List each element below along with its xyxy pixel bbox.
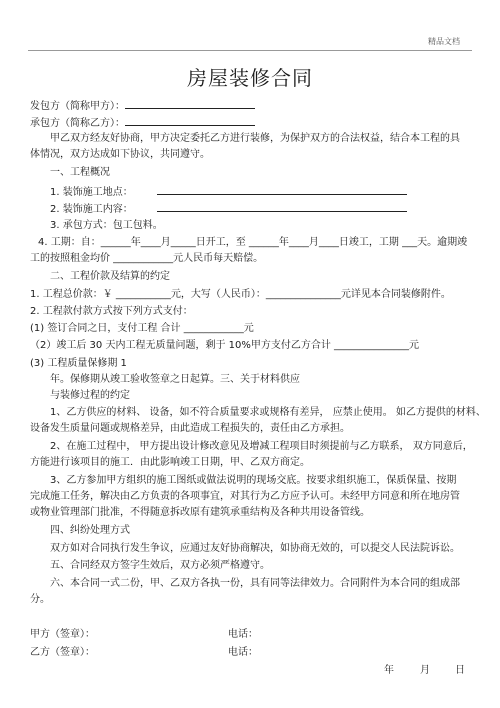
section-1-item-2: 2. 装饰施工内容： [50,201,407,216]
section-1-item-4-line-1: 4. 工期：自：______年____月_____日开工，至 ______年____月____日竣工，工期 ___天。逾期竣 [38,237,468,248]
section-2-item-1: 1. 工程总价款：￥ ___________元，大写（人民币）：_______________元详见本合同装修附件。 [30,289,451,300]
date-year: 年 [384,665,394,676]
intro-line-1: 甲乙双方经友好协商，甲方决定委托乙方进行装修，为保护双方的合法权益，结合本工程的具 [50,133,460,144]
material-clause-1-line-2: 设备发生质量问题或规格差异，由此造成工程损失的，责任由乙方承担。 [30,423,350,434]
document-title: 房屋装修合同 [187,66,313,90]
date-day: 日 [455,665,465,676]
section-5-clause: 五、合同经双方签字生效后，双方必须严格遵守。 [50,560,270,571]
section-1-heading: 一、工程概况 [50,167,110,178]
material-clause-1-line-1: 1、乙方供应的材料、 设备，如不符合质量要求或规格有差异， 应禁止使用。 如乙方提供的材料、 [50,407,486,418]
payment-3-cont-2: 与装修过程的约定 [50,390,130,401]
section-4-heading: 四、纠纷处理方式 [50,525,130,536]
signature-party-b: 乙方（签章）： [30,647,95,658]
payment-3-cont-1: 年。保修期从竣工验收签章之日起算。三、关于材料供应 [50,374,300,385]
dispute-clause: 双方如对合同执行发生争议，应通过友好协商解决，如协商无效的，可以提交人民法院诉讼。 [50,543,460,554]
header-tag: 精品文档 [428,37,460,46]
site-blank [157,184,407,195]
payment-2: （2）竣工后 30 天内工程无质量问题，剩于 10%甲方支付乙方合计 _______________元 [30,340,420,351]
content-blank [157,201,407,212]
payment-3: (3) 工程质量保修期 1 [30,358,127,369]
material-clause-2-line-2: 方能进行该项目的施工．由此影响竣工日期，甲、乙双方商定。 [30,457,310,468]
intro-line-2: 体情况，双方达成如下协议，共同遵守。 [30,149,210,160]
date-month: 月 [420,665,430,676]
phone-party-b: 电话： [228,647,258,658]
payment-1: (1) 签订合同之日，支付工程 合计 ____________元 [30,323,254,334]
section-1-item-4-line-2: 工的按照租金均价 ____________元人民币每天赔偿。 [30,253,264,264]
party-b-blank [125,115,255,126]
party-b-label: 承包方（简称乙方）： [30,115,255,130]
party-a-blank [125,98,255,109]
party-a-label: 发包方（简称甲方）： [30,98,255,113]
section-1-item-1: 1. 装饰施工地点： [50,184,407,199]
section-6-line-1: 六、本合同一式二份，甲、乙双方各执一份，具有同等法律效力。合同附件为本合同的组成部 [50,578,460,589]
phone-party-a: 电话： [228,629,258,640]
section-1-item-3: 3. 承包方式：包工包料。 [50,220,163,231]
material-clause-3-line-2: 完成施工任务，解决由乙方负责的各项事宜，对其行为乙方应予认可。未经甲方同意和所在地房管 [30,491,460,502]
signature-party-a: 甲方（签章）： [30,629,95,640]
section-6-line-2: 分。 [30,594,50,605]
section-2-heading: 二、工程价款及结算的约定 [50,271,170,282]
header-divider [28,50,472,51]
section-2-item-2: 2. 工程款付款方式按下列方式支付： [30,306,193,317]
material-clause-2-line-1: 2、在施工过程中， 甲方提出设计修改意见及增减工程项目时须提前与乙方联系， 双方同意后， [50,441,473,452]
material-clause-3-line-3: 或物业管理部门批准，不得随意拆改原有建筑承重结构及各种共用设备管线。 [30,507,370,518]
material-clause-3-line-1: 3、乙方参加甲方组织的施工图纸或做法说明的现场交底。按要求组织施工，保质保量、按期 [50,475,457,486]
